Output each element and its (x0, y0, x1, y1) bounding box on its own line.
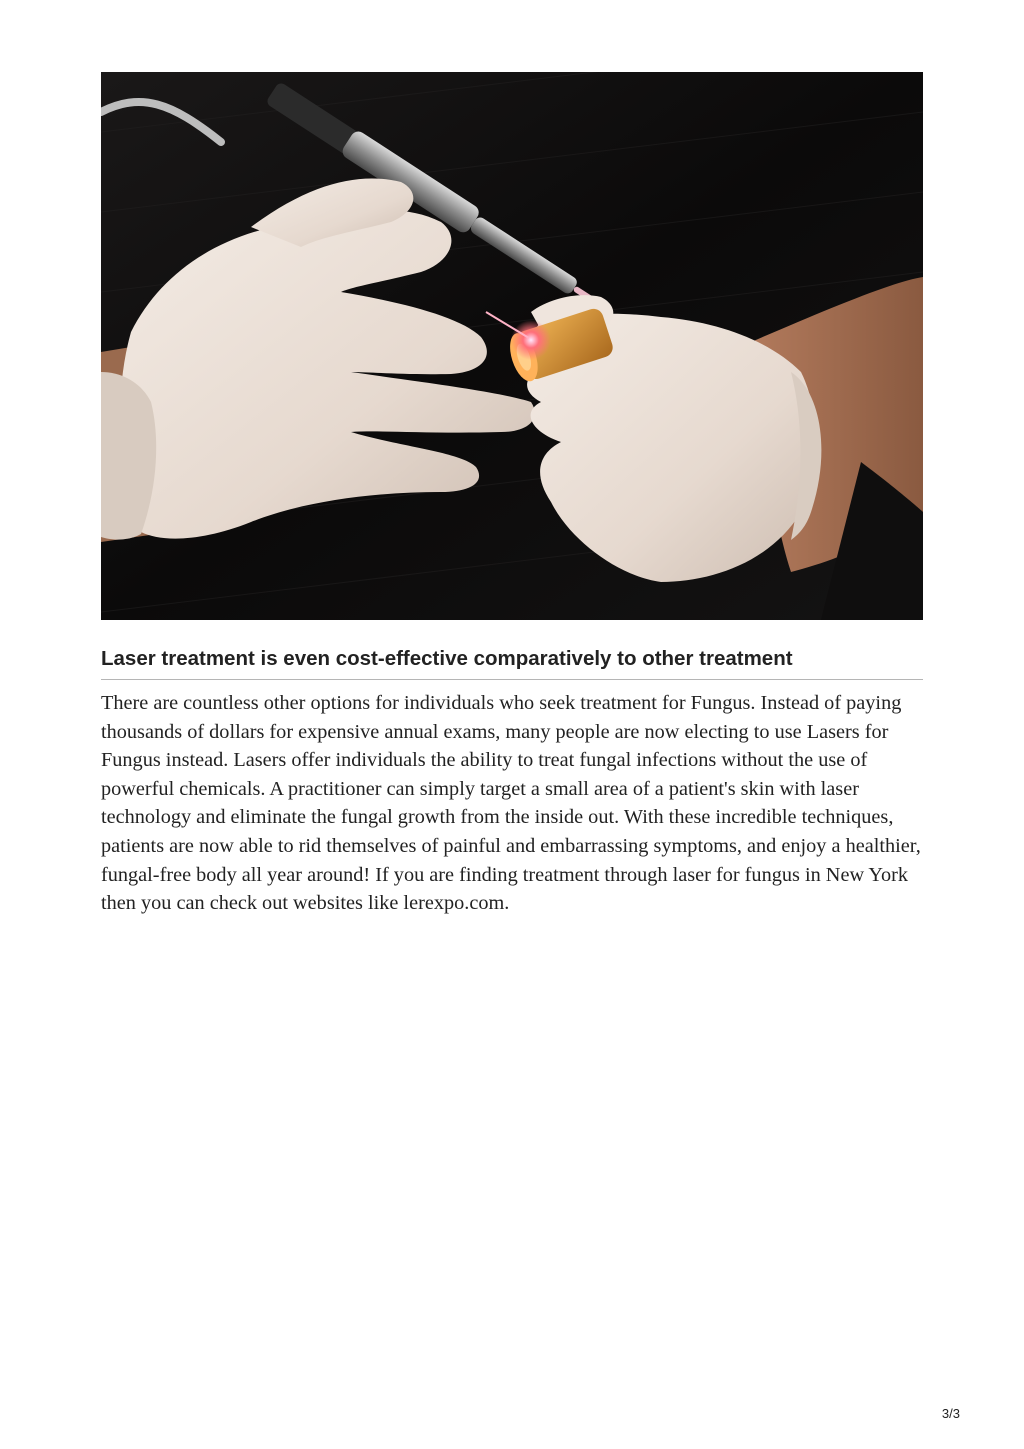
page-number: 3/3 (941, 1406, 960, 1421)
article-photo (101, 72, 923, 620)
heading-divider (101, 679, 923, 680)
article-paragraph: There are countless other options for individuals who seek treatment for Fungus. Instead of paying thousands of dollars for expensive annual exams, many people are now electing to use Lasers for Fungus instead. Lasers offer individuals the ability to treat fungal infections without the use of powerful chemicals. A practitioner can simply target a small area of a patient's skin with laser technology and eliminate the fungal growth from the inside out. With these incredible techniques, patients are now able to rid themselves of painful and embarrassing symptoms, and enjoy a healthier, fungal-free body all year around! If you are finding treatment through laser for fungus in New York then you can check out websites like lerexpo.com. (101, 692, 921, 915)
laser-treatment-photo (101, 72, 923, 620)
section-heading: Laser treatment is even cost-effective comparatively to other treatment (101, 647, 793, 670)
